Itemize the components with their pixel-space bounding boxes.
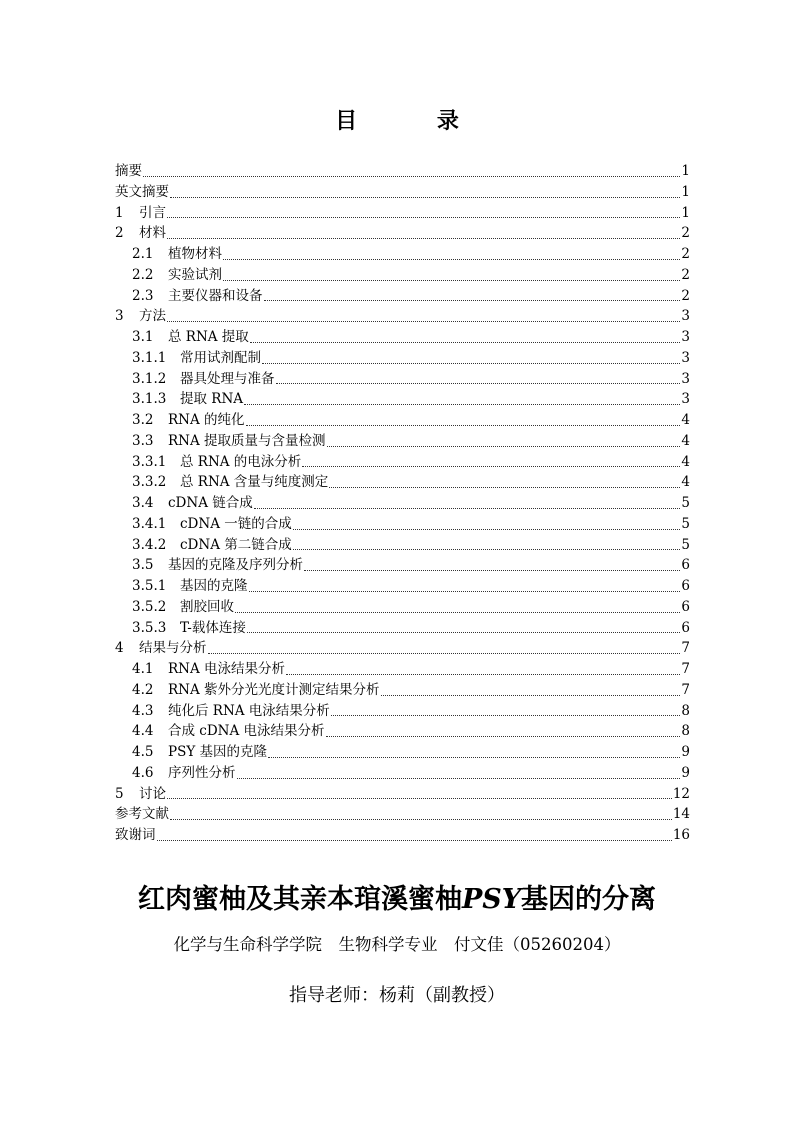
- toc-entry-text: 基因的克隆: [180, 578, 248, 594]
- toc-entry-text: 总 RNA 提取: [168, 329, 249, 345]
- toc-entry-label: [132, 701, 330, 722]
- toc-entry-number: 3.2: [132, 412, 154, 428]
- toc-entry[interactable]: [115, 721, 690, 742]
- toc-entry-label: [132, 742, 267, 763]
- toc-entry-text: 提取 RNA: [180, 391, 244, 408]
- paper-title: [0, 877, 794, 916]
- toc-entry-text: 材料: [139, 225, 166, 242]
- toc-entry[interactable]: [115, 306, 690, 327]
- toc-entry-text: 引言: [139, 204, 166, 221]
- toc-entry-number: 4.2: [132, 681, 154, 698]
- toc-entry[interactable]: [115, 535, 690, 556]
- toc-entry-label: [132, 576, 248, 597]
- toc-dot-leader: [262, 362, 680, 364]
- toc-entry[interactable]: [115, 161, 690, 182]
- toc-entry-label: [132, 680, 380, 701]
- toc-entry[interactable]: [115, 182, 690, 203]
- toc-entry-page: 12: [672, 785, 690, 802]
- toc-entry[interactable]: [115, 597, 690, 618]
- toc-entry-text: 主要仪器和设备: [168, 287, 263, 304]
- toc-entry-page: 2: [681, 246, 690, 262]
- toc-entry-label: [115, 203, 166, 224]
- toc-entry-page: 6: [681, 578, 690, 594]
- toc-entry-page: 2: [681, 266, 690, 283]
- toc-entry[interactable]: [115, 618, 690, 639]
- toc-entry-number: 3.3.2: [132, 474, 167, 491]
- toc-dot-leader: [331, 714, 681, 716]
- toc-entry-text: 常用试剂配制: [180, 349, 261, 366]
- toc-entry[interactable]: [115, 286, 690, 307]
- toc-entry-page: 7: [681, 661, 690, 677]
- toc-dot-leader: [167, 320, 680, 322]
- paper-title-part2: 基因的分离: [521, 884, 657, 915]
- toc-entry-number: 4: [115, 640, 124, 657]
- toc-entry-number: 3.5.1: [132, 578, 167, 594]
- toc-dot-leader: [329, 486, 680, 488]
- toc-entry-number: 3.4.2: [132, 536, 167, 553]
- toc-entry[interactable]: [115, 452, 690, 473]
- toc-dot-leader: [286, 673, 680, 675]
- toc-entry[interactable]: [115, 555, 690, 576]
- toc-entry-number: 3.1.1: [132, 349, 167, 366]
- toc-entry-number: 4.4: [132, 723, 154, 740]
- toc-heading: 目 录: [335, 108, 495, 134]
- toc-entry-page: 7: [681, 681, 690, 698]
- author-line: 化学与生命科学学院 生物科学专业 付文佳（05260204）: [173, 935, 621, 954]
- toc-entry-label: [132, 555, 303, 576]
- toc-dot-leader: [167, 797, 672, 799]
- toc-entry-label: [132, 763, 236, 784]
- toc-entry-text: 讨论: [139, 785, 166, 802]
- toc-dot-leader: [293, 548, 681, 550]
- toc-entry-page: 5: [681, 515, 690, 532]
- toc-entry-page: 2: [681, 287, 690, 304]
- toc-dot-leader: [244, 403, 680, 405]
- toc-entry[interactable]: [115, 638, 690, 659]
- toc-entry[interactable]: [115, 825, 690, 846]
- toc-dot-leader: [143, 175, 680, 177]
- toc-dot-leader: [235, 611, 680, 613]
- toc-entry-text: cDNA 一链的合成: [180, 515, 292, 532]
- toc-entry-label: [132, 597, 234, 618]
- toc-dot-leader: [247, 631, 681, 633]
- toc-entry-label: [132, 286, 263, 307]
- toc-dot-leader: [304, 569, 680, 571]
- toc-entry-number: 2: [115, 225, 124, 242]
- toc-entry-number: 4.1: [132, 661, 154, 677]
- toc-entry-page: 3: [681, 349, 690, 366]
- toc-entry-page: 6: [681, 619, 690, 636]
- toc-entry-label: [132, 389, 243, 410]
- toc-entry-number: 3.5: [132, 557, 154, 574]
- toc-entry-text: 实验试剂: [168, 266, 222, 283]
- toc-entry-page: 9: [681, 764, 690, 781]
- toc-entry-text: T-载体连接: [180, 619, 246, 636]
- toc-dot-leader: [208, 652, 681, 654]
- toc-entry-text: 割胶回收: [180, 598, 234, 615]
- toc-entry-label: [132, 327, 249, 348]
- toc-entry-text: 英文摘要: [115, 183, 169, 200]
- toc-entry-label: [132, 348, 261, 369]
- toc-entry-number: 3.4: [132, 495, 154, 511]
- toc-entry[interactable]: [115, 659, 690, 680]
- toc-dot-leader: [276, 382, 681, 384]
- toc-entry-page: 1: [681, 204, 690, 221]
- toc-entry-label: [115, 306, 166, 327]
- toc-entry-text: 参考文献: [115, 806, 169, 823]
- toc-entry-number: 2.3: [132, 287, 154, 304]
- toc-entry-page: 8: [681, 723, 690, 740]
- toc-entry-text: 合成 cDNA 电泳结果分析: [168, 723, 325, 740]
- toc-dot-leader: [170, 196, 680, 198]
- toc-entry-label: [115, 638, 207, 659]
- toc-entry[interactable]: [115, 472, 690, 493]
- toc-entry-page: 4: [681, 474, 690, 491]
- toc-entry-page: 4: [681, 453, 690, 470]
- toc-entry-page: 7: [681, 640, 690, 657]
- paper-title-part1: 红肉蜜柚及其亲本琯溪蜜柚: [137, 884, 462, 915]
- toc-entry-label: [132, 659, 285, 680]
- toc-entry-number: 2.1: [132, 246, 154, 262]
- toc-entry[interactable]: [115, 784, 690, 805]
- toc-entry[interactable]: [115, 244, 690, 265]
- toc-entry[interactable]: [115, 327, 690, 348]
- toc-entry-page: 4: [681, 432, 690, 449]
- toc-entry-label: [132, 410, 245, 431]
- toc-entry-page: 1: [681, 163, 690, 179]
- toc-entry-page: 3: [681, 370, 690, 387]
- toc-entry[interactable]: [115, 701, 690, 722]
- toc-entry[interactable]: [115, 348, 690, 369]
- toc-dot-leader: [327, 445, 681, 447]
- toc-entry-text: 方法: [139, 308, 166, 325]
- toc-entry[interactable]: [115, 389, 690, 410]
- toc-entry[interactable]: [115, 804, 690, 825]
- toc-dot-leader: [302, 465, 680, 467]
- toc-entry-text: PSY 基因的克隆: [168, 744, 268, 760]
- toc-entry-page: 6: [681, 598, 690, 615]
- toc-entry-text: RNA 的纯化: [168, 412, 245, 428]
- toc-dot-leader: [223, 279, 680, 281]
- toc-dot-leader: [167, 216, 680, 218]
- toc-entry-label: [115, 182, 169, 203]
- toc-entry-text: 器具处理与准备: [180, 370, 275, 387]
- toc-entry-page: 9: [681, 744, 690, 760]
- toc-dot-leader: [246, 424, 681, 426]
- toc-entry-text: 总 RNA 含量与纯度测定: [180, 474, 329, 491]
- toc-entry-number: 3.5.2: [132, 598, 167, 615]
- toc-entry-text: 致谢词: [115, 827, 156, 843]
- toc-dot-leader: [254, 507, 681, 509]
- toc-entry-label: [115, 784, 166, 805]
- toc-entry[interactable]: [115, 680, 690, 701]
- toc-entry-number: 3.3: [132, 432, 154, 449]
- toc-entry-number: 4.6: [132, 764, 154, 781]
- toc-entry-number: 3.1.3: [132, 391, 167, 408]
- toc-entry-number: 3.5.3: [132, 619, 167, 636]
- toc-dot-leader: [264, 299, 681, 301]
- toc-dot-leader: [167, 237, 680, 239]
- toc-entry[interactable]: [115, 763, 690, 784]
- toc-entry[interactable]: [115, 431, 690, 452]
- toc-entry-text: RNA 紫外分光光度计测定结果分析: [168, 681, 380, 698]
- toc-entry[interactable]: [115, 369, 690, 390]
- toc-entry-label: [132, 265, 222, 286]
- toc-entry-label: [132, 452, 301, 473]
- table-of-contents: [115, 161, 690, 846]
- toc-entry-label: [115, 161, 142, 182]
- toc-entry-page: 3: [681, 329, 690, 345]
- toc-entry-label: [132, 472, 328, 493]
- toc-entry-text: 纯化后 RNA 电泳结果分析: [168, 702, 330, 719]
- toc-dot-leader: [170, 818, 672, 820]
- toc-entry-text: 结果与分析: [139, 640, 207, 657]
- toc-entry-text: 摘要: [115, 163, 142, 179]
- toc-entry-label: [132, 369, 275, 390]
- toc-entry[interactable]: [115, 265, 690, 286]
- toc-entry-text: RNA 电泳结果分析: [168, 661, 286, 677]
- toc-entry[interactable]: [115, 576, 690, 597]
- toc-dot-leader: [381, 694, 681, 696]
- toc-entry-page: 14: [672, 806, 690, 823]
- toc-entry-number: 4.3: [132, 702, 154, 719]
- toc-entry-label: [132, 244, 222, 265]
- toc-entry-text: RNA 提取质量与含量检测: [168, 432, 326, 449]
- advisor-line: 指导老师：杨莉（副教授）: [289, 985, 505, 1006]
- toc-entry-text: 序列性分析: [168, 764, 236, 781]
- toc-entry-label: [132, 618, 246, 639]
- toc-entry-label: [115, 825, 156, 846]
- toc-entry-number: 3.1: [132, 329, 154, 345]
- toc-dot-leader: [326, 735, 681, 737]
- toc-entry-label: [132, 493, 253, 514]
- toc-entry-page: 3: [681, 391, 690, 408]
- toc-entry[interactable]: [115, 410, 690, 431]
- toc-entry-label: [132, 535, 292, 556]
- toc-entry-page: 16: [672, 827, 690, 843]
- toc-entry-number: 3.1.2: [132, 370, 167, 387]
- toc-dot-leader: [293, 528, 681, 530]
- toc-entry-page: 4: [681, 412, 690, 428]
- toc-entry[interactable]: [115, 223, 690, 244]
- toc-entry-number: 3.3.1: [132, 453, 167, 470]
- toc-entry-text: 植物材料: [168, 246, 222, 262]
- toc-entry[interactable]: [115, 742, 690, 763]
- toc-entry-number: 2.2: [132, 266, 154, 283]
- toc-entry-label: [115, 804, 169, 825]
- toc-dot-leader: [237, 777, 681, 779]
- toc-dot-leader: [223, 258, 680, 260]
- toc-entry-number: 5: [115, 785, 124, 802]
- toc-entry-page: 5: [681, 495, 690, 511]
- toc-entry-page: 8: [681, 702, 690, 719]
- toc-entry-page: 2: [681, 225, 690, 242]
- toc-entry-page: 5: [681, 536, 690, 553]
- toc-entry-page: 6: [681, 557, 690, 574]
- toc-dot-leader: [250, 341, 681, 343]
- toc-entry-text: cDNA 链合成: [168, 495, 253, 511]
- paper-title-gene: PSY: [461, 884, 522, 915]
- toc-entry-label: [132, 721, 325, 742]
- toc-entry-page: 1: [681, 183, 690, 200]
- toc-entry-label: [132, 514, 292, 535]
- toc-entry-label: [132, 431, 326, 452]
- toc-entry-number: 3.4.1: [132, 515, 167, 532]
- toc-entry-text: 基因的克隆及序列分析: [168, 557, 303, 574]
- toc-entry[interactable]: [115, 493, 690, 514]
- toc-entry-number: 1: [115, 204, 124, 221]
- toc-dot-leader: [249, 590, 681, 592]
- toc-entry-number: 4.5: [132, 744, 154, 760]
- toc-entry[interactable]: [115, 514, 690, 535]
- toc-dot-leader: [157, 839, 672, 841]
- toc-entry-text: 总 RNA 的电泳分析: [180, 453, 302, 470]
- toc-entry-number: 3: [115, 308, 124, 325]
- toc-dot-leader: [268, 756, 680, 758]
- toc-entry-label: [115, 223, 166, 244]
- toc-entry-text: cDNA 第二链合成: [180, 536, 292, 553]
- toc-entry-page: 3: [681, 308, 690, 325]
- toc-entry[interactable]: [115, 203, 690, 224]
